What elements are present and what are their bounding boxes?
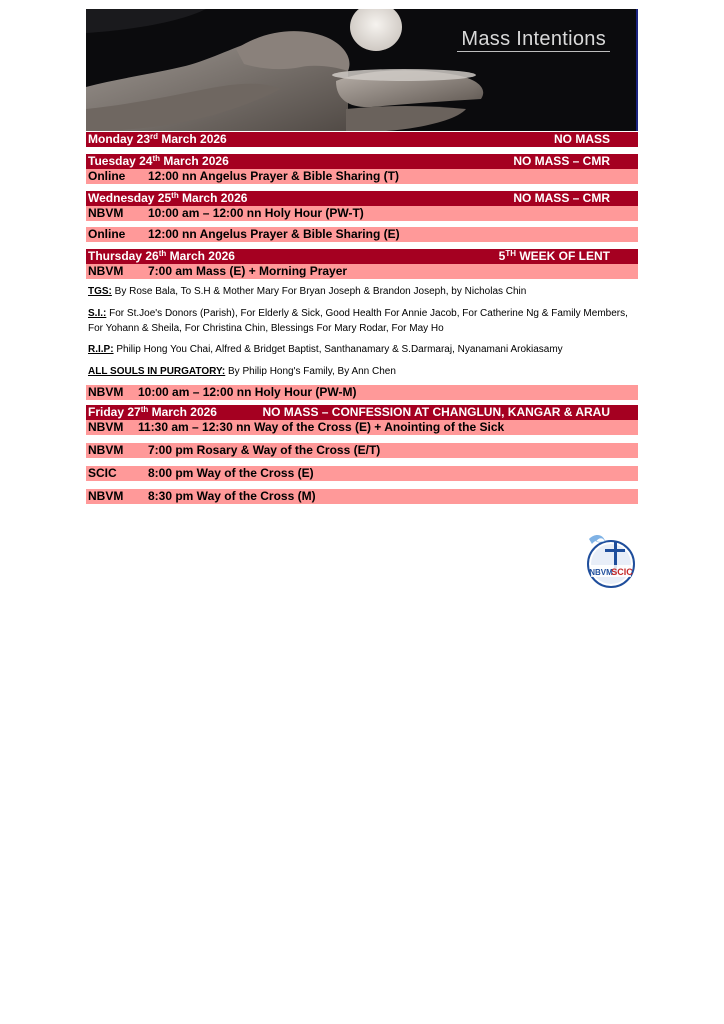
event-text: 7:00 am Mass (E) + Morning Prayer [148,264,348,278]
day-note: NO MASS – CONFESSION AT CHANGLUN, KANGAR & ARAU [262,405,610,419]
event-location: NBVM [88,385,124,399]
event-location: SCIC [88,466,117,480]
event-location: NBVM [88,206,124,220]
event-row [86,169,638,184]
day-date: Thursday 26th March 2026 [88,249,235,263]
intention-text: For St.Joe's Donors (Parish), For Elderly & Sick, Good Health For Annie Jacob, For Catherine Ng & Family Members, For Yohann & Sheila, For Christina Chin, Blessings For Mary Rodar, For May Ho [88,308,628,334]
event-location: NBVM [88,420,124,434]
intention-si [86,306,638,336]
banner [86,9,638,131]
intention-text: Philip Hong You Chai, Alfred & Bridget Baptist, Santhanamary & S.Darmaraj, Nyanamani Arokiasamy [113,344,563,355]
day-note: NO MASS – CMR [513,154,610,168]
intention-label: TGS: [88,286,112,297]
intention-label: R.I.P: [88,344,114,355]
event-row [86,420,638,435]
intention-rip [86,342,638,357]
day-date: Wednesday 25th March 2026 [88,191,248,205]
event-location: NBVM [88,489,124,503]
event-location: Online [88,169,126,183]
day-note: NO MASS – CMR [513,191,610,205]
day-note: NO MASS [553,132,610,146]
day-header-tuesday [86,154,638,169]
intention-label: ALL SOULS IN PURGATORY: [88,366,226,377]
bulletin-page [86,9,638,504]
event-text: 12:00 nn Angelus Prayer & Bible Sharing (T) [148,169,399,183]
intention-souls [86,364,638,379]
logo-emblem [583,531,639,589]
event-text: 10:00 am – 12:00 nn Holy Hour (PW-M) [138,385,357,399]
day-date: Tuesday 24th March 2026 [88,154,229,168]
intention-text: By Philip Hong's Family, By Ann Chen [225,366,396,377]
event-text: 11:30 am – 12:30 nn Way of the Cross (E) + Anointing of the Sick [138,420,505,434]
event-text: 10:00 am – 12:00 nn Holy Hour (PW-T) [148,206,364,220]
event-row [86,489,638,504]
day-header-friday [86,405,638,420]
event-row [86,385,638,400]
day-note: 5TH WEEK OF LENT [498,249,610,263]
event-location: NBVM [88,264,124,278]
event-text: 7:00 pm Rosary & Way of the Cross (E/T) [148,443,381,457]
banner-title: Mass Intentions [457,28,610,52]
intention-tgs [86,284,638,299]
event-row [86,466,638,481]
event-row [86,227,638,242]
logo-text-right: SCIC [611,567,633,577]
day-header-monday [86,132,638,147]
event-row [86,206,638,221]
event-row [86,264,638,279]
event-location: Online [88,227,126,241]
intention-label: S.I.: [88,308,107,319]
intention-text: By Rose Bala, To S.H & Mother Mary For Bryan Joseph & Brandon Joseph, by Nicholas Chin [111,286,527,297]
event-text: 12:00 nn Angelus Prayer & Bible Sharing (E) [148,227,400,241]
day-header-wednesday [86,191,638,206]
logo-text-left: NBVM [589,568,613,577]
event-text: 8:00 pm Way of the Cross (E) [148,466,314,480]
parish-logo [583,531,639,589]
day-date: Friday 27th March 2026 [88,405,217,419]
day-header-thursday [86,249,638,264]
event-text: 8:30 pm Way of the Cross (M) [148,489,316,503]
day-date: Monday 23rd March 2026 [88,132,227,146]
event-location: NBVM [88,443,124,457]
event-row [86,443,638,458]
